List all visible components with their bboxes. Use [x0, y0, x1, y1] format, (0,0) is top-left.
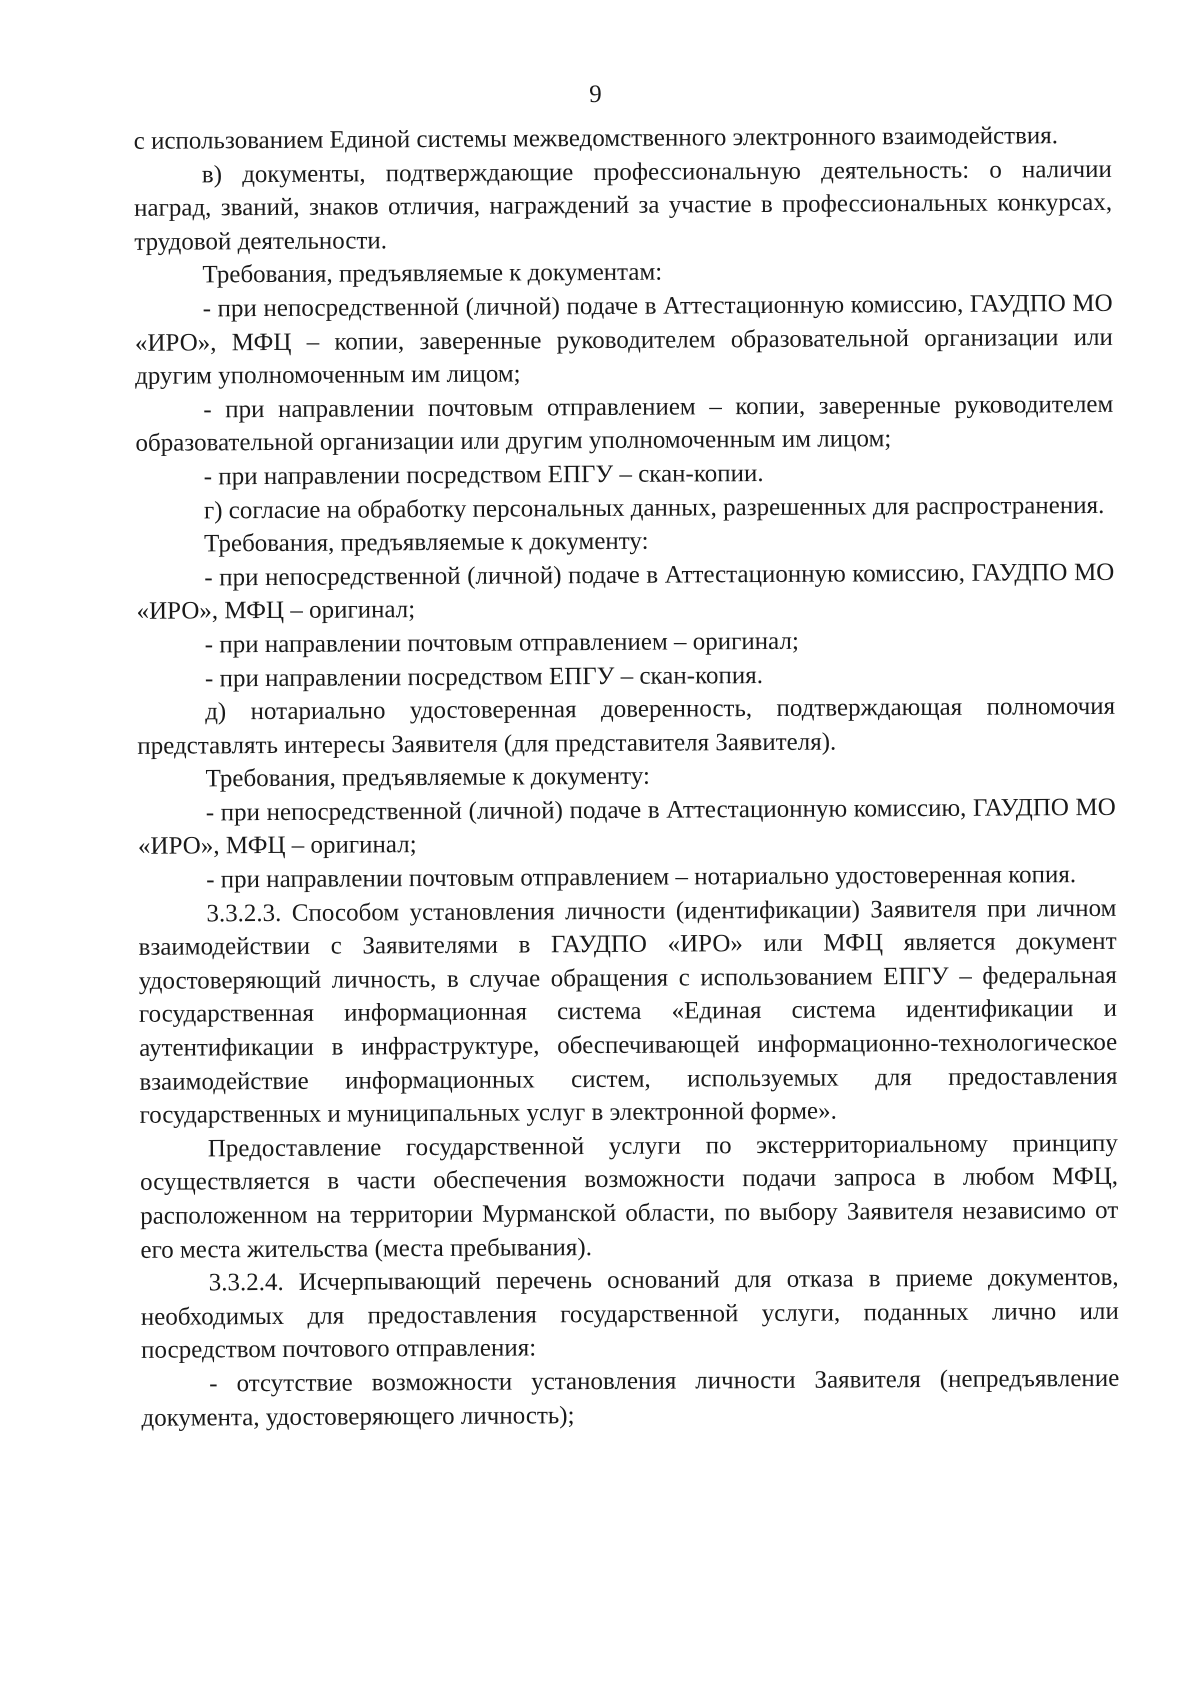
paragraph-requirements-heading: Требования, предъявляемые к документу:	[204, 527, 649, 558]
document-body	[134, 119, 1120, 1435]
paragraph-requirements-heading: Требования, предъявляемые к документам:	[202, 258, 663, 289]
paragraph-requirement: - при непосредственной (личной) подаче в Аттестационную комиссию, ГАУДПО МО «ИРО», МФЦ – оригинал;	[136, 558, 1115, 626]
page-number: 9	[589, 80, 602, 109]
paragraph-requirement: - при направлении почтовым отправлением – нотариально удостоверенная копия.	[206, 861, 1077, 894]
paragraph-item-v: в) документы, подтверждающие профессиональную деятельность: о наличии наград, званий, знаков отличия, награждений за участие в профессиональных конкурсах, трудовой деятельности.	[133, 155, 1113, 256]
paragraph-requirement: - при непосредственной (личной) подаче в Аттестационную комиссию, ГАУДПО МО «ИРО», МФЦ – копии, заверенные руководителем образовательной организации или другим уполномоченным им лицом;	[134, 289, 1113, 390]
paragraph-item-g: г) согласие на обработку персональных данных, разрешенных для распространения.	[203, 491, 1105, 524]
paragraph-requirement: - при непосредственной (личной) подаче в Аттестационную комиссию, ГАУДПО МО «ИРО», МФЦ – оригинал;	[137, 793, 1116, 861]
paragraph-refusal-ground: - отсутствие возможности установления личности Заявителя (непредъявление документа, удостоверяющего личность);	[141, 1364, 1120, 1432]
paragraph-item-d: д) нотариально удостоверенная доверенность, подтверждающая полномочия представлять интересы Заявителя (для представителя Заявителя).	[137, 692, 1116, 760]
paragraph-section-3-3-2-4: 3.3.2.4. Исчерпывающий перечень оснований для отказа в приеме документов, необходимых для предоставления государственной услуги, поданных лично или посредством почтового отправления:	[140, 1264, 1119, 1365]
paragraph-requirements-heading: Требования, предъявляемые к документу:	[205, 762, 651, 793]
paragraph-section-3-3-2-3: 3.3.2.3. Способом установления личности (идентификации) Заявителя при личном взаимодействии с Заявителями в ГАУДПО «ИРО» или МФЦ является документ удостоверяющий личность, в случае обращения с использованием ЕПГУ – федеральная государственная информационная система «Единая система идентификации и аутентификации в инфраструктуре, обеспечивающей информационно-технологическое взаимодействие информационных систем, используемых для предоставления государственных и муниципальных услуг в электронной форме».	[138, 894, 1118, 1130]
paragraph-continuation: с использованием Единой системы межведомственного электронного взаимодействия.	[133, 122, 1059, 155]
paragraph-extraterritorial: Предоставление государственной услуги по экстерриториальному принципу осуществляется в части обеспечения возможности подачи запроса в любом МФЦ, расположенном на территории Мурманской области, по выбору Заявителя независимо от его места жительства (места пребывания).	[139, 1129, 1119, 1264]
paragraph-requirement: - при направлении посредством ЕПГУ – скан-копии.	[203, 459, 764, 491]
paragraph-requirement: - при направлении посредством ЕПГУ – скан-копия.	[204, 661, 764, 692]
paragraph-requirement: - при направлении почтовым отправлением – копии, заверенные руководителем образовательной организации или другим уполномоченным им лицом;	[135, 390, 1114, 458]
paragraph-requirement: - при направлении почтовым отправлением – оригинал;	[204, 627, 799, 659]
